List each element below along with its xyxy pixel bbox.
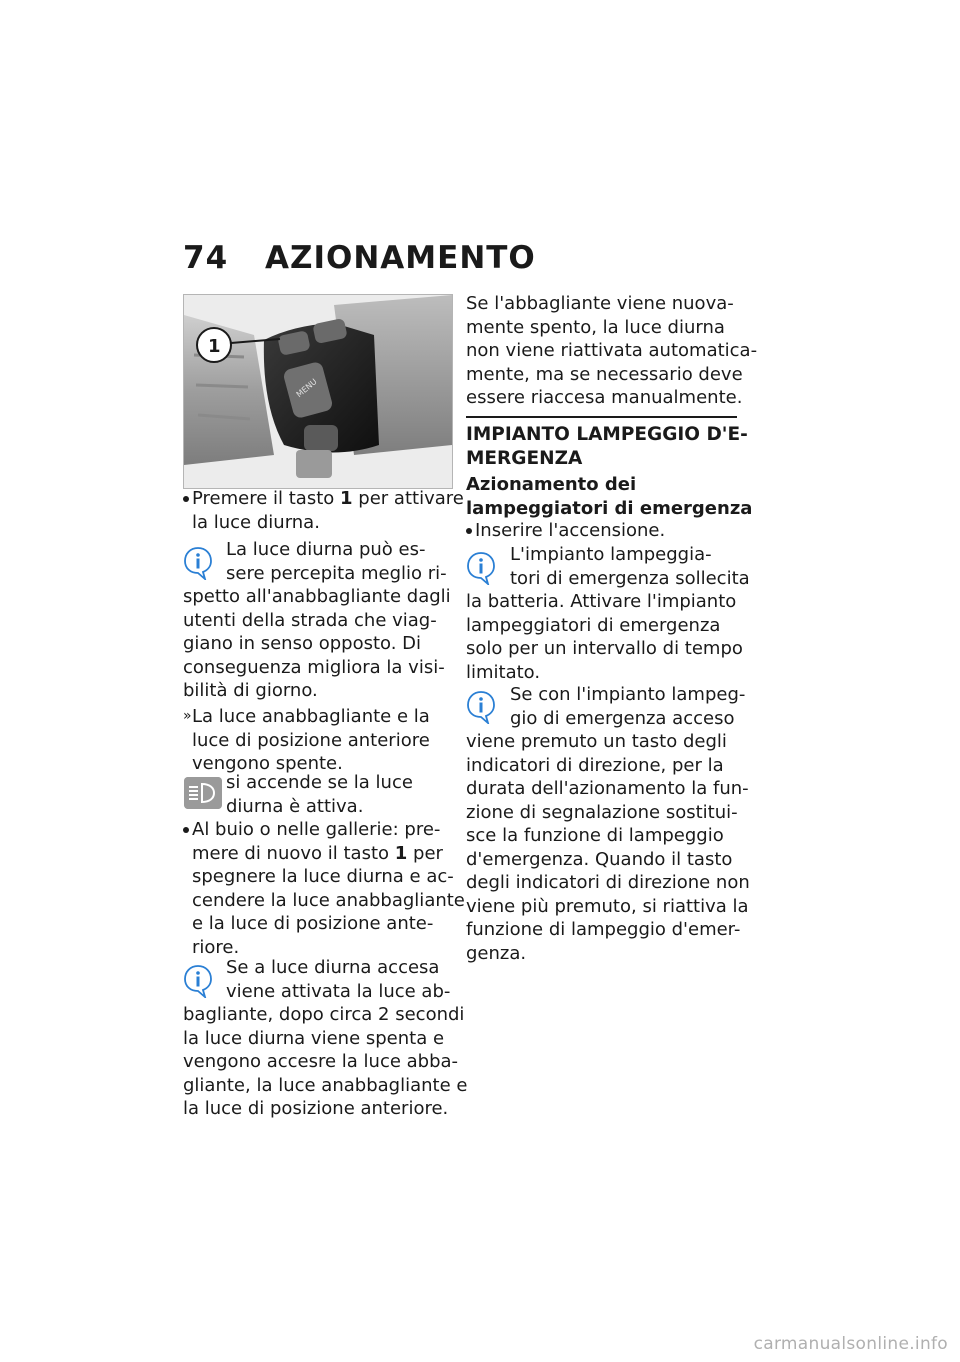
note-line: zione di segnalazione sostitui- — [466, 801, 738, 823]
page-header — [183, 240, 536, 276]
bullet-text: Al buio o nelle gallerie: pre- — [192, 819, 441, 840]
bullet-press-button — [183, 487, 464, 534]
bullet-dot — [183, 496, 189, 502]
note-line: gio di emergenza acceso — [510, 707, 735, 729]
note-line: lampeggiatori di emergenza — [466, 614, 721, 636]
bullet-text: Inserire l'accensione. — [475, 520, 666, 541]
note-line: la luce diurna viene spenta e — [183, 1027, 445, 1049]
page-number: 74 — [183, 240, 229, 276]
bullet-text: per — [413, 842, 443, 864]
note-line: bilità di giorno. — [183, 680, 318, 701]
handlebar-switch-figure — [183, 294, 453, 489]
result-line: La luce anabbagliante e la — [192, 706, 430, 727]
section-divider — [466, 416, 737, 418]
note-line: gliante, la luce anabbagliante e — [183, 1074, 468, 1096]
handlebar-switch-illustration — [184, 295, 452, 488]
hazard-note-1-body — [466, 590, 743, 684]
bullet-text: per attivare — [358, 488, 464, 509]
note-line: viene premuto un tasto degli — [466, 731, 727, 752]
para-line: non viene riattivata automatica- — [466, 340, 758, 361]
note-line: Se con l'impianto lampeg- — [510, 684, 746, 705]
section-title-line: IMPIANTO LAMPEGGIO D'E- — [466, 424, 748, 445]
subsection-title-line: Azionamento dei — [466, 474, 637, 495]
note-line: solo per un intervallo di tempo — [466, 638, 743, 659]
note-line: sce la funzione di lampeggio — [466, 825, 724, 846]
note-line: viene più premuto, si riattiva la — [466, 895, 749, 917]
result-line: vengono spente. — [192, 753, 343, 774]
info-note-1-intro — [226, 538, 447, 585]
result-line: luce di posizione anteriore — [192, 729, 430, 751]
info-icon — [183, 964, 213, 998]
note-line: la batteria. Attivare l'impianto — [466, 591, 737, 612]
note-line: indicatori di direzione, per la — [466, 754, 724, 776]
note-line: Se a luce diurna accesa — [226, 957, 440, 978]
note-line: limitato. — [466, 661, 541, 683]
note-line: L'impianto lampeggia- — [510, 544, 712, 565]
bullet-text: cendere la luce anabbagliante — [192, 889, 465, 911]
lamp-line: diurna è attiva. — [226, 795, 364, 817]
bullet-ignition-on — [466, 519, 738, 543]
note-line: durata dell'azionamento la fun- — [466, 778, 749, 799]
button-ref: 1 — [340, 488, 353, 509]
para-line: mente spento, la luce diurna — [466, 316, 725, 338]
subsection-title — [466, 473, 752, 520]
bullet-dark-tunnel — [183, 818, 465, 959]
info-note-2-body — [183, 1003, 467, 1121]
bullet-dot — [466, 528, 472, 534]
bullet-text: spegnere la luce diurna e ac- — [192, 866, 454, 887]
note-line: la luce di posizione anteriore. — [183, 1098, 449, 1119]
note-line: bagliante, dopo circa 2 secondi — [183, 1004, 465, 1025]
section-title-line: MERGENZA — [466, 447, 583, 469]
page-title: AZIONAMENTO — [265, 240, 536, 276]
hazard-note-2-intro — [510, 683, 745, 730]
note-line: vengono accesre la luce abba- — [183, 1051, 459, 1072]
bullet-text: la luce diurna. — [192, 511, 320, 533]
bullet-text: riore. — [192, 936, 240, 958]
note-line: tori di emergenza sollecita — [510, 567, 750, 589]
bullet-dot — [183, 827, 189, 833]
info-icon — [183, 546, 213, 580]
subsection-title-line: lampeggiatori di emergenza — [466, 497, 753, 519]
note-line: genza. — [466, 942, 527, 964]
info-icon — [466, 551, 496, 585]
note-line: La luce diurna può es- — [226, 539, 426, 560]
note-line: sere percepita meglio ri- — [226, 562, 447, 584]
lamp-line: si accende se la luce — [226, 772, 413, 793]
para-line: essere riaccesa manualmente. — [466, 387, 743, 408]
note-line: degli indicatori di direzione non — [466, 872, 750, 893]
note-line: utenti della strada che viag- — [183, 609, 437, 631]
hazard-note-2-body — [466, 730, 750, 965]
bullet-text: Premere il tasto — [192, 488, 335, 509]
result-headlight-off — [183, 705, 430, 776]
para-line: Se l'abbagliante viene nuova- — [466, 293, 734, 314]
info-icon — [466, 690, 496, 724]
para-line: mente, ma se necessario deve — [466, 363, 743, 385]
hazard-note-1-intro — [510, 543, 750, 590]
bullet-text: mere di nuovo il tasto — [192, 842, 390, 864]
high-beam-paragraph — [466, 292, 757, 410]
info-note-1-body — [183, 585, 451, 703]
section-title — [466, 423, 748, 470]
bullet-text: e la luce di posizione ante- — [192, 913, 434, 934]
menu-button-label: MENU — [294, 377, 319, 400]
daytime-light-indicator-icon — [184, 777, 222, 809]
result-marker: » — [183, 708, 192, 724]
info-note-2-intro — [226, 956, 450, 1003]
lamp-indicator-text — [226, 771, 413, 818]
note-line: spetto all'anabbagliante dagli — [183, 586, 451, 607]
note-line: conseguenza migliora la visi- — [183, 656, 445, 678]
note-line: d'emergenza. Quando il tasto — [466, 848, 733, 870]
watermark: carmanualsonline.info — [753, 1334, 948, 1354]
callout-label: 1 — [208, 336, 221, 357]
button-ref: 1 — [394, 842, 408, 864]
note-line: giano in senso opposto. Di — [183, 633, 422, 654]
note-line: funzione di lampeggio d'emer- — [466, 919, 741, 940]
note-line: viene attivata la luce ab- — [226, 980, 451, 1002]
